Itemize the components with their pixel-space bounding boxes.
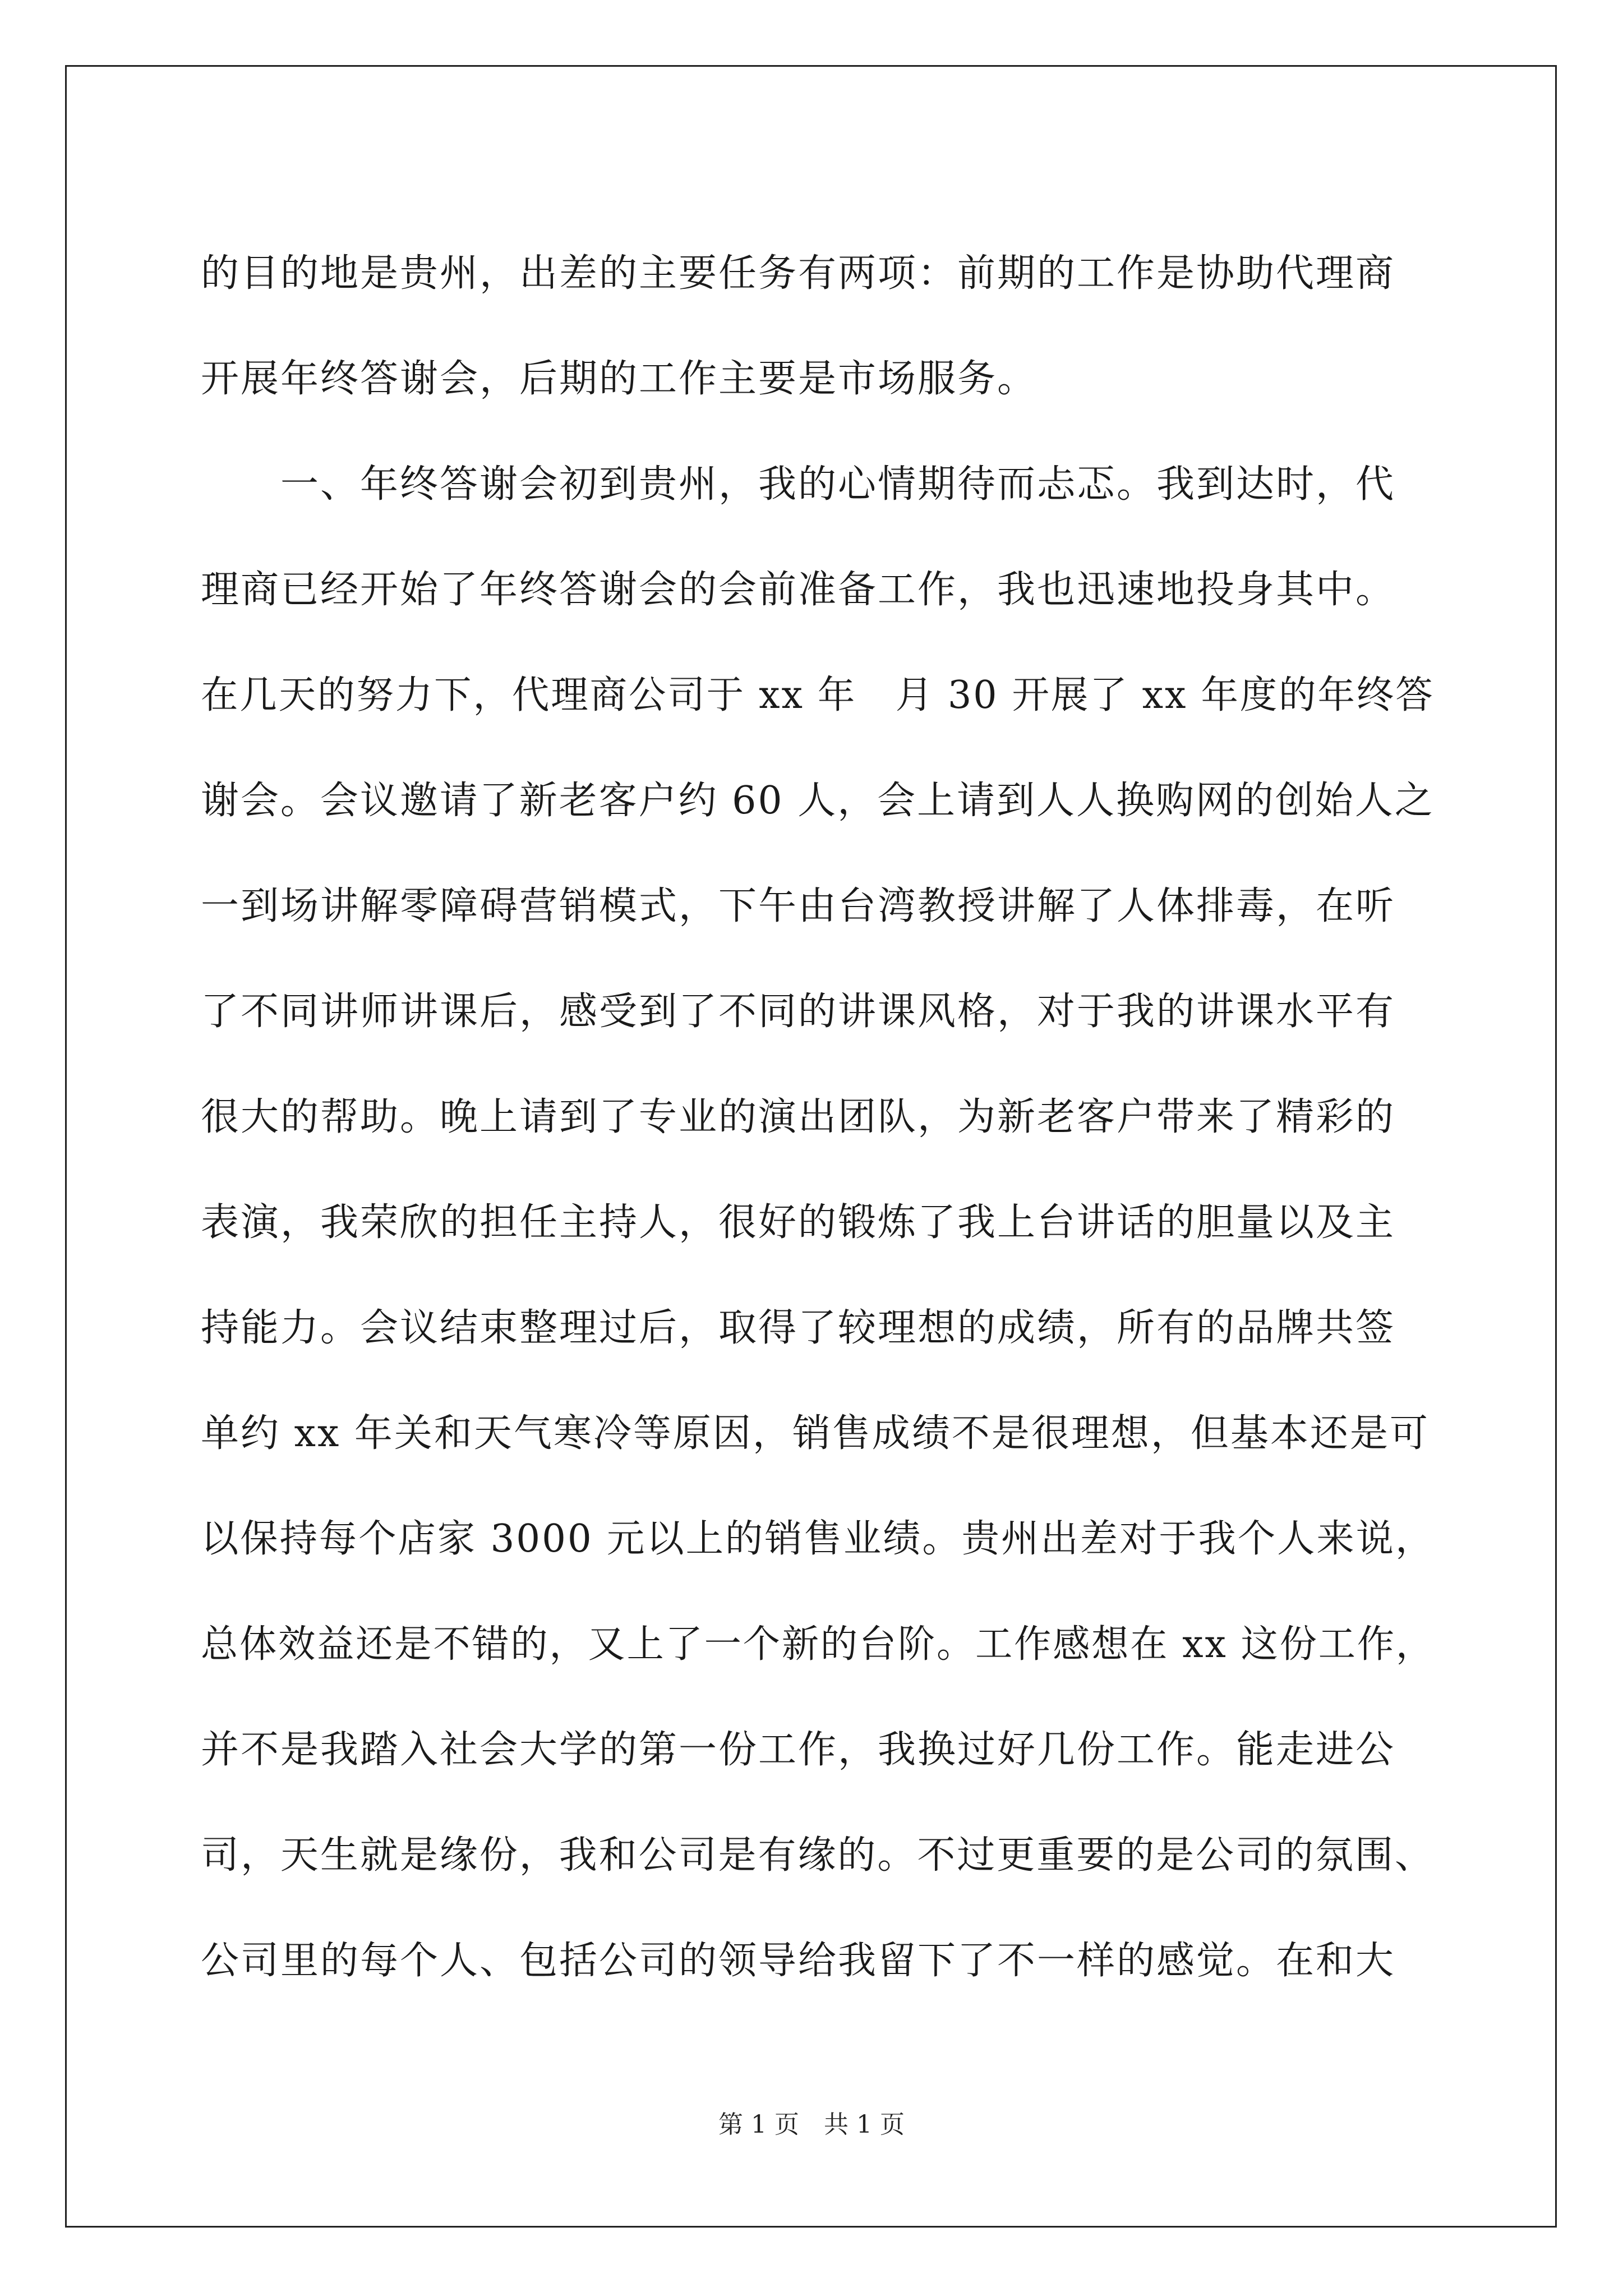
text-line: 一到场讲解零障碍营销模式，下午由台湾教授讲解了人体排毒，在听 bbox=[201, 884, 1396, 928]
text-line: 在几天的努力下，代理商公司于 xx 年 月 30 开展了 xx 年度的年终答 bbox=[201, 673, 1435, 717]
text-line: 单约 xx 年关和天气寒冷等原因，销售成绩不是很理想，但基本还是可 bbox=[201, 1411, 1430, 1456]
page-footer: 第 1 页 共 1 页 bbox=[718, 2110, 905, 2139]
text-line: 一、年终答谢会初到贵州，我的心情期待而忐忑。我到达时，代 bbox=[201, 462, 1396, 507]
text-line: 了不同讲师讲课后，感受到了不同的讲课风格，对于我的讲课水平有 bbox=[201, 990, 1396, 1034]
text-line: 谢会。会议邀请了新老客户约 60 人，会上请到人人换购网的创始人之 bbox=[201, 779, 1435, 823]
document-body bbox=[201, 221, 1435, 2014]
text-line: 司，天生就是缘份，我和公司是有缘的。不过更重要的是公司的氛围、 bbox=[201, 1833, 1435, 1878]
text-line: 表演，我荣欣的担任主持人，很好的锻炼了我上台讲话的胆量以及主 bbox=[201, 1200, 1396, 1245]
text-line: 开展年终答谢会，后期的工作主要是市场服务。 bbox=[201, 357, 1038, 401]
text-line: 的目的地是贵州，出差的主要任务有两项：前期的工作是协助代理商 bbox=[201, 251, 1396, 296]
text-line: 并不是我踏入社会大学的第一份工作，我换过好几份工作。能走进公 bbox=[201, 1728, 1396, 1772]
text-line: 以保持每个店家 3000 元以上的销售业绩。贵州出差对于我个人来说， bbox=[201, 1517, 1435, 1561]
text-line: 公司里的每个人、包括公司的领导给我留下了不一样的感觉。在和大 bbox=[201, 1939, 1396, 1983]
text-line: 理商已经开始了年终答谢会的会前准备工作，我也迅速地投身其中。 bbox=[201, 568, 1396, 612]
text-line: 持能力。会议结束整理过后，取得了较理想的成绩，所有的品牌共签 bbox=[201, 1306, 1396, 1350]
text-line: 总体效益还是不错的，又上了一个新的台阶。工作感想在 xx 这份工作， bbox=[201, 1622, 1435, 1667]
text-line: 很大的帮助。晚上请到了专业的演出团队，为新老客户带来了精彩的 bbox=[201, 1095, 1396, 1139]
